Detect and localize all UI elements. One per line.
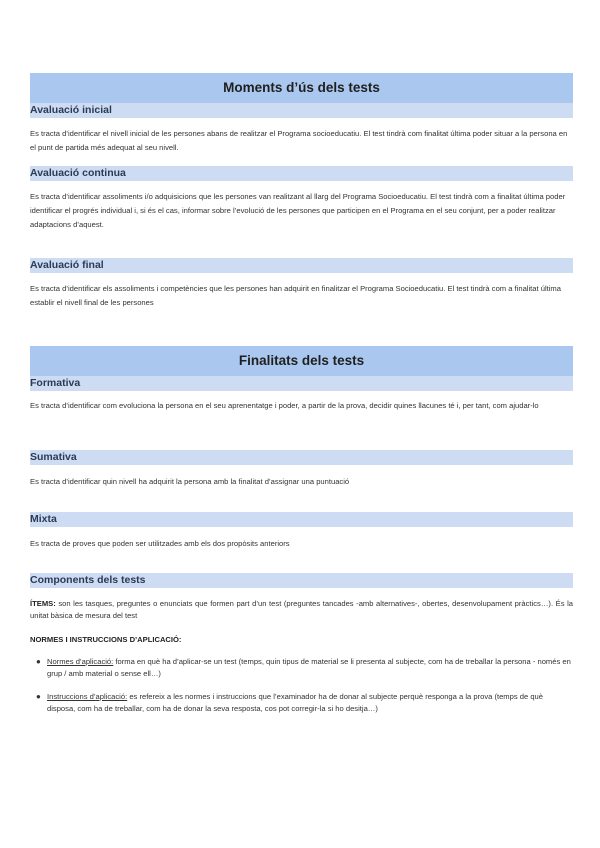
section-title-moments: Moments d’ús dels tests [30,73,573,103]
heading-mixta: Mixta [30,512,573,527]
paragraph-mixta: Es tracta de proves que poden ser utilitzades amb els dos propòsits anteriors [30,539,290,548]
bullet-text-normes: forma en què ha d’aplicar-se un test (temps, quin tipus de material se li presenta al subjecte, com ha de treballar la persona - només en grup / amb material o sense ell…) [47,657,571,678]
heading-formativa: Formativa [30,376,573,391]
bullet-text-instruccions: es refereix a les normes i instruccions que l’examinador ha de donar al subjecte perquè responga a la prova (temps de què disposa, com ha de treballar, com ha de donar la seva resposta, cos pot corregir-la si ho desitja…) [47,692,543,713]
heading-avaluacio-inicial: Avaluació inicial [30,103,573,118]
bullet-term-normes: Normes d’aplicació: [47,657,114,666]
paragraph-avaluacio-continua: Es tracta d’identificar assoliments i/o adquisicions que les persones van realitzant al llarg del Programa Socioeducatiu. El test tindrà com a finalitat última poder identificar el progrés individual i, si és el cas, informar sobre l’evolució de les persones que participen en el Programa en el seu conjunt, per a poder realitzar adaptacions d’aquest. [30,192,566,229]
paragraph-sumativa: Es tracta d’identificar quin nivell ha adquirit la persona amb la finalitat d’assignar una puntuació [30,477,350,486]
bullet-dot-icon: ● [36,692,41,701]
paragraph-items [30,598,573,622]
heading-sumativa: Sumativa [30,450,573,465]
paragraph-avaluacio-inicial: Es tracta d’identificar el nivell inicial de les persones abans de realitzar el Programa socioeducatiu. El test tindrà com finalitat última poder situar a la persona en el punt de partida més adequat al seu nivell. [30,129,568,152]
bullet-dot-icon: ● [36,657,41,666]
bullet-term-instruccions: Instruccions d’aplicació: [47,692,128,701]
items-text: son les tasques, preguntes o enunciats que formen part d’un test (preguntes tancades -amb alternatives-, obertes, desenvolupament pràctics…). És la unitat bàsica de mesura del test [30,599,573,620]
heading-components: Components dels tests [30,573,573,588]
normes-title: NORMES I INSTRUCCIONS D’APLICACIÓ: [30,635,182,644]
items-label: ÍTEMS: [30,599,56,608]
bullet-instruccions-aplicacio [36,691,573,715]
bullet-normes-aplicacio [36,656,573,680]
heading-avaluacio-continua: Avaluació continua [30,166,573,181]
paragraph-avaluacio-final: Es tracta d’identificar els assoliments i competències que les persones han adquirit en finalitzar el Programa Socioeducatiu. El test tindrà com a finalitat última establir el nivell final de les persones [30,284,561,307]
section-title-finalitats: Finalitats dels tests [30,346,573,376]
heading-avaluacio-final: Avaluació final [30,258,573,273]
paragraph-formativa: Es tracta d’identificar com evoluciona la persona en el seu aprenentatge i poder, a partir de la prova, decidir quines llacunes té i, per tant, com ajudar-lo [30,401,539,410]
